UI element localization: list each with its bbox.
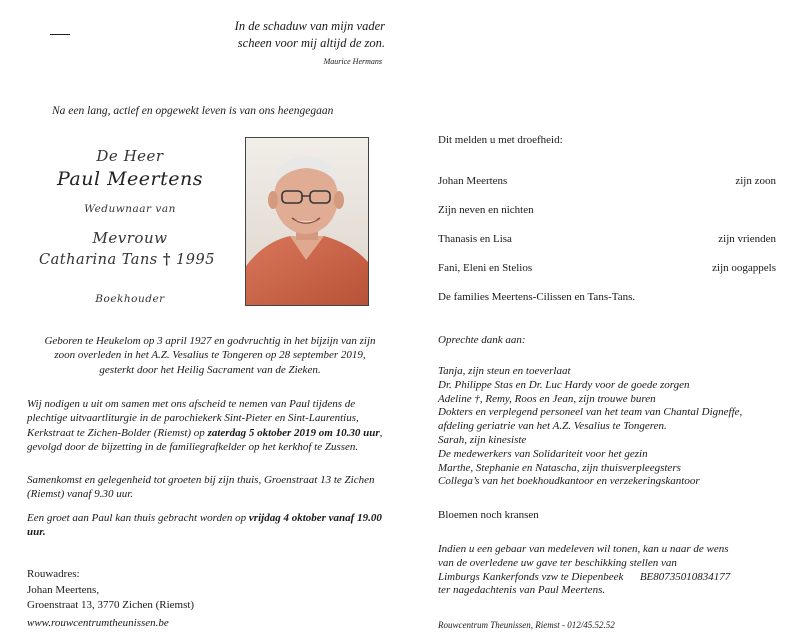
family-name: Zijn neven en nichten [438, 204, 534, 216]
family-name: Fani, Eleni en Stelios [438, 262, 533, 274]
decorative-dash [50, 34, 70, 35]
thanks-item: afdeling geriatrie van het A.Z. Vesalius te Tongeren. [438, 420, 667, 433]
thanks-list [438, 365, 778, 489]
family-name: De families Meertens-Cilissen en Tans-Tans. [438, 291, 636, 303]
donation-line: Limburgs Kankerfonds vzw te Diepenbeek BE80735010834177 [438, 570, 731, 583]
greeting-date: vrijdag 4 oktober vanaf 19.00 uur. [27, 512, 382, 539]
invitation-after: , gevolgd door de bijzetting in de familiegrafkelder op het kerkhof te Zussen. [27, 426, 383, 453]
flowers-note: Bloemen noch kransen [438, 509, 539, 521]
address-label: Rouwadres: [27, 568, 80, 580]
birth-death-text: Geboren te Heukelom op 3 april 1927 en godvruchtig in het bijzijn van zijn zoon overleden in het A.Z. Vesalius te Tongeren op 28 september 2019, gesterkt door het Heilig Sacrament van de Zieken. [44, 335, 376, 376]
footer-funeral-home: Rouwcentrum Theunissen, Riemst - 012/45.52.52 [438, 620, 615, 630]
relation-label: Weduwnaar van [84, 203, 176, 215]
honorific: De Heer [96, 147, 164, 165]
spouse-name: Catharina Tans [39, 252, 158, 268]
invitation-date: zaterdag 5 oktober 2019 om 10.30 uur [207, 426, 380, 439]
thanks-item: Dr. Philippe Stas en Dr. Luc Hardy voor de goede zorgen [438, 378, 690, 391]
thanks-item: Marthe, Stephanie en Natascha, zijn thuisverpleegsters [438, 461, 681, 474]
thanks-item: Adeline †, Remy, Roos en Jean, zijn trouwe buren [438, 392, 656, 405]
deceased-name: Paul Meertens [56, 168, 203, 190]
greeting-before: Een groet aan Paul kan thuis gebracht worden op [27, 512, 249, 524]
donation-block [438, 543, 778, 598]
donation-line: van de overledene uw gave ter beschikking stellen van [438, 556, 677, 569]
address-block [27, 567, 327, 612]
donation-line: Indien u een gebaar van medeleven wil tonen, kan u naar de wens [438, 543, 729, 555]
spouse-honorific: Mevrouw [92, 229, 168, 247]
announcement: Dit melden u met droefheid: [438, 134, 563, 146]
thanks-heading: Oprechte dank aan: [438, 334, 526, 346]
donation-line: ter nagedachtenis van Paul Meertens. [438, 584, 606, 597]
family-relation: zijn oogappels [712, 262, 776, 274]
condolence-text: Samenkomst en gelegenheid tot groeten bij zijn thuis, Groenstraat 13 te Zichen (Riemst) vanaf 9.30 uur. [27, 474, 375, 501]
quote [225, 18, 385, 52]
quote-line: scheen voor mij altijd de zon. [237, 36, 385, 50]
quote-line: In de schaduw van mijn vader [234, 19, 385, 33]
quote-author: Maurice Hermans [323, 57, 382, 66]
spouse-year: 1995 [176, 252, 215, 268]
family-row [438, 233, 776, 245]
family-name: Thanasis en Lisa [438, 233, 512, 245]
invitation-before: Wij nodigen u uit om samen met ons afscheid te nemen van Paul tijdens de plechtige uitvaartliturgie in de parochiekerk Sint-Pieter en Sint-Laurentius, Kerkstraat te Zichen-Bolder (Riemst) op [27, 398, 359, 439]
website-link[interactable]: www.rouwcentrumtheunissen.be [27, 617, 169, 629]
family-row [438, 291, 776, 303]
spouse-line [32, 251, 222, 268]
invitation-text [27, 397, 384, 454]
family-relation: zijn zoon [735, 175, 776, 187]
address-street: Groenstraat 13, 3770 Zichen (Riemst) [27, 598, 195, 611]
portrait-photo [245, 137, 369, 306]
thanks-item: Tanja, zijn steun en toeverlaat [438, 365, 571, 377]
thanks-item: Sarah, zijn kinesiste [438, 433, 527, 446]
portrait-image [246, 138, 368, 305]
cross-icon: † [162, 251, 171, 268]
family-row [438, 262, 776, 274]
greeting-text [27, 511, 382, 540]
thanks-item: De medewerkers van Solidariteit voor het gezin [438, 447, 648, 460]
family-relation: zijn vrienden [718, 233, 776, 245]
intro-text: Na een lang, actief en opgewekt leven is van ons heengegaan [52, 105, 334, 117]
family-name: Johan Meertens [438, 175, 508, 187]
profession: Boekhouder [95, 293, 165, 305]
thanks-item: Dokters en verplegend personeel van het team van Chantal Digneffe, [438, 406, 743, 419]
address-name: Johan Meertens, [27, 584, 100, 597]
thanks-item: Collega’s van het boekhoudkantoor en verzekeringskantoor [438, 475, 700, 488]
family-row [438, 204, 776, 216]
family-row [438, 175, 776, 187]
